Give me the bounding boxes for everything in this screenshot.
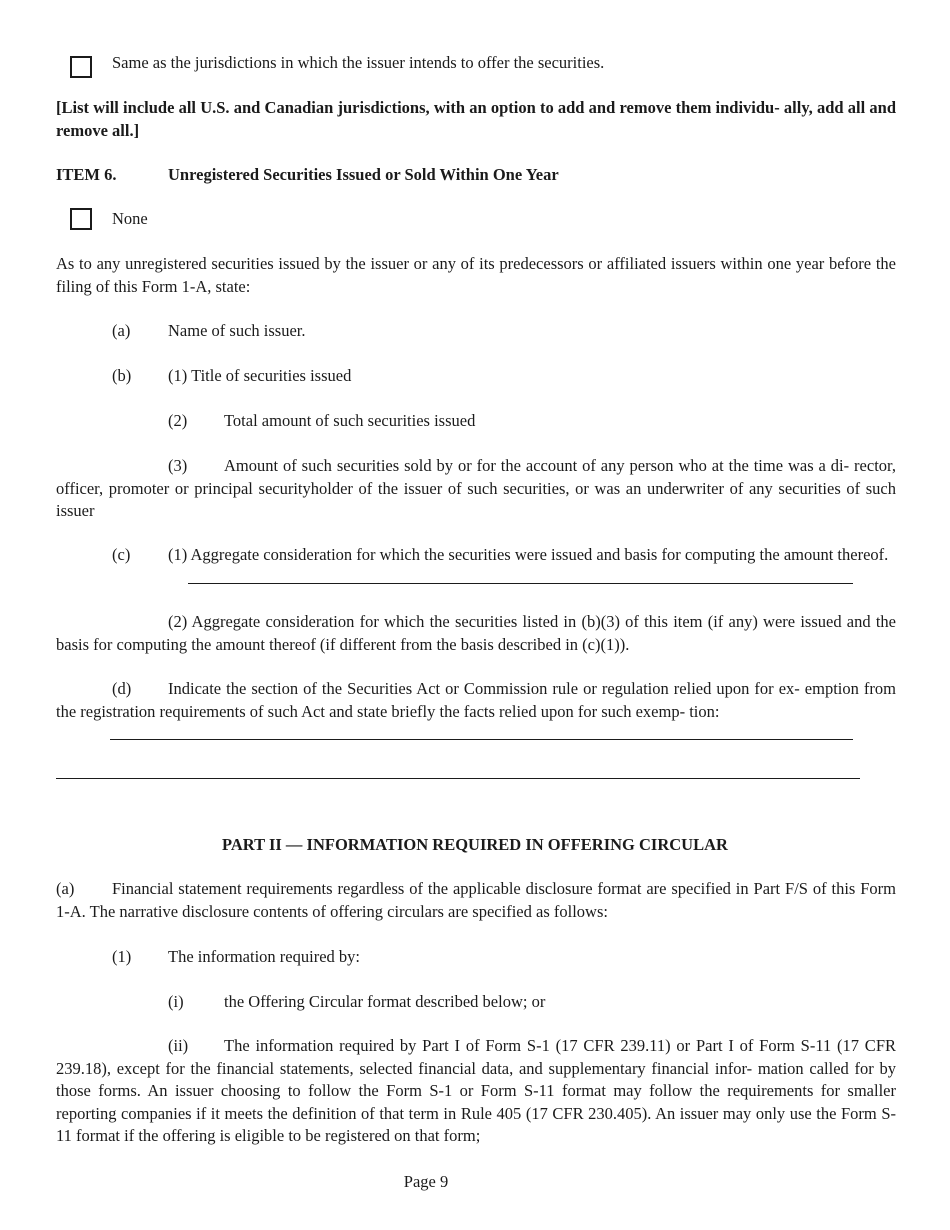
- item6-d-answer-line-2[interactable]: [56, 778, 860, 779]
- part2-p1-text: The information required by:: [168, 947, 360, 966]
- item6-c1-answer-line[interactable]: [188, 583, 853, 584]
- item6-c1: [56, 544, 896, 567]
- part2-heading: PART II — INFORMATION REQUIRED IN OFFERING CIRCULAR: [222, 835, 728, 854]
- item6-b2-label: (2): [168, 411, 188, 430]
- item6-b1-text: (1) Title of securities issued: [168, 366, 352, 385]
- part2-i-text: the Offering Circular format described below; or: [224, 992, 546, 1011]
- none-label: None: [112, 209, 148, 228]
- part2-ii: [56, 1035, 896, 1148]
- part2-ii-text: The information required by Part I of Form S-1 (17 CFR 239.11) or Part I of Form S-11 (17 CFR 239.18), except for the financial statements, selected financial data, and supplementary financial infor- mation called for by those forms. An issuer choosing to follow the Form S-1 or Form S-11 format may follow the requirements for smaller reporting companies if it meets the definition of that term in Rule 405 (17 CFR 230.405). An issuer may only use the Form S-11 format if the offering is eligible to be registered on that form;: [56, 1036, 896, 1145]
- item6-c1-text: (1) Aggregate consideration for which the securities were issued and basis for computing the amount thereof.: [168, 545, 889, 564]
- none-checkbox[interactable]: [70, 208, 92, 230]
- item6-a-text: Name of such issuer.: [168, 321, 306, 340]
- same-jurisdictions-label: Same as the jurisdictions in which the issuer intends to offer the securities.: [112, 53, 605, 72]
- part2-a-label: (a): [56, 879, 75, 898]
- part2-a: [56, 878, 896, 923]
- part2-ii-label: (ii): [168, 1036, 189, 1055]
- part2-a-text: Financial statement requirements regardless of the applicable disclosure format are specified in Part F/S of this Form 1-A. The narrative disclosure contents of offering circulars are specified as follows:: [56, 879, 896, 921]
- item6-b2-text: Total amount of such securities issued: [224, 411, 476, 430]
- jurisdictions-note: [List will include all U.S. and Canadian jurisdictions, with an option to add and remove them individu- ally, add all and remove all.]: [56, 98, 896, 140]
- item6-c-label: (c): [112, 545, 131, 564]
- item6-b3-text: Amount of such securities sold by or for the account of any person who at the time was a di- rector, officer, promoter or principal securityholder of the issuer of such securities, or was an underwriter of any securities of such issuer: [56, 456, 896, 520]
- item6-intro: As to any unregistered securities issued by the issuer or any of its predecessors or affiliated issuers within one year before the filing of this Form 1-A, state:: [56, 254, 896, 296]
- part2-i-label: (i): [168, 992, 184, 1011]
- item6-b3: [56, 455, 896, 523]
- item6-title: Unregistered Securities Issued or Sold Within One Year: [168, 165, 559, 184]
- page-number: Page 9: [403, 1172, 449, 1191]
- item6-d: [56, 678, 896, 723]
- item6-b3-label: (3): [168, 456, 188, 475]
- item6-d-answer-line[interactable]: [110, 739, 853, 740]
- item6-number: ITEM 6.: [56, 165, 117, 184]
- item6-b-label: (b): [112, 366, 132, 385]
- item6-a-label: (a): [112, 321, 131, 340]
- item6-d-text: Indicate the section of the Securities Act or Commission rule or regulation relied upon for ex- emption from the registration requirements of such Act and state briefly the facts relied upon for such exemp- tion:: [56, 679, 896, 721]
- part2-p1-label: (1): [112, 947, 132, 966]
- same-jurisdictions-checkbox[interactable]: [70, 56, 92, 78]
- item6-c2-text: (2) Aggregate consideration for which the securities listed in (b)(3) of this item (if any) were issued and the basis for computing the amount thereof (if different from the basis described in (c)(1)).: [56, 612, 896, 654]
- item6-d-label: (d): [112, 679, 132, 698]
